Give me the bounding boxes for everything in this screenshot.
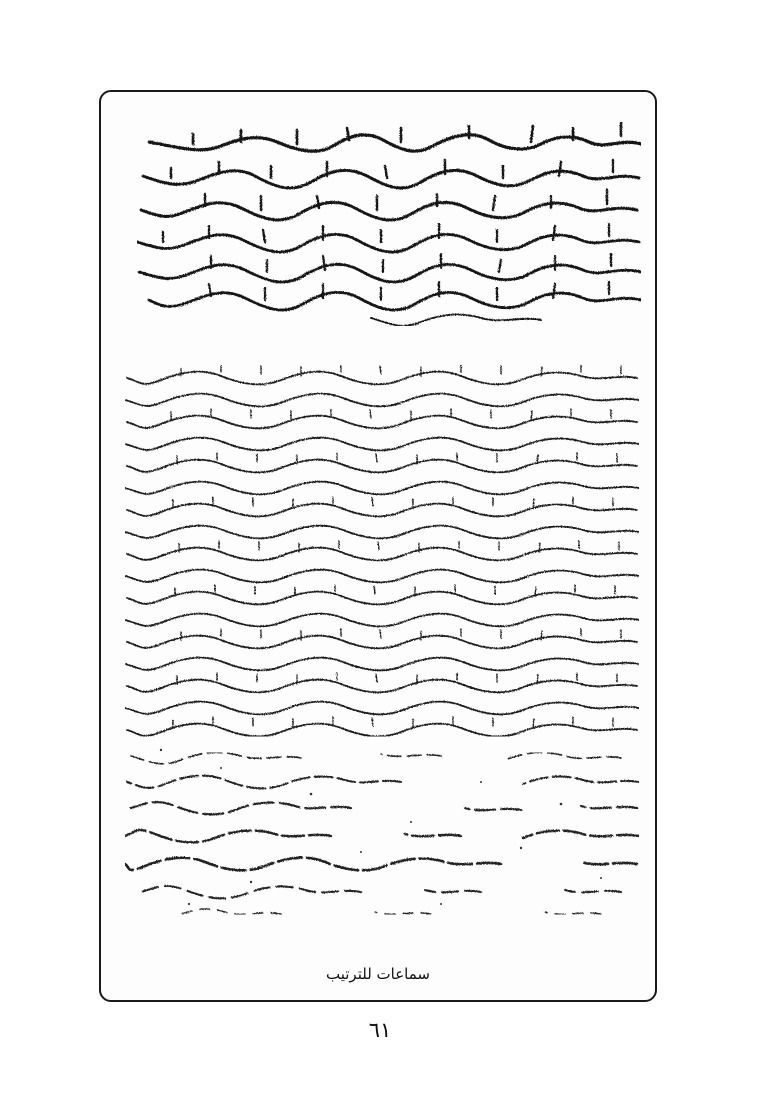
handwritten-manuscript-image [101,92,655,1000]
page-frame [99,90,657,1002]
scan-speckle [160,749,602,905]
manuscript-bottom-block [125,753,639,915]
manuscript-lower-block [125,365,639,736]
image-caption: سماعات للترتيب [326,965,430,983]
manuscript-upper-block [137,122,641,326]
page-number: ٦١ [368,1018,392,1042]
manuscript-scan [101,92,655,1000]
